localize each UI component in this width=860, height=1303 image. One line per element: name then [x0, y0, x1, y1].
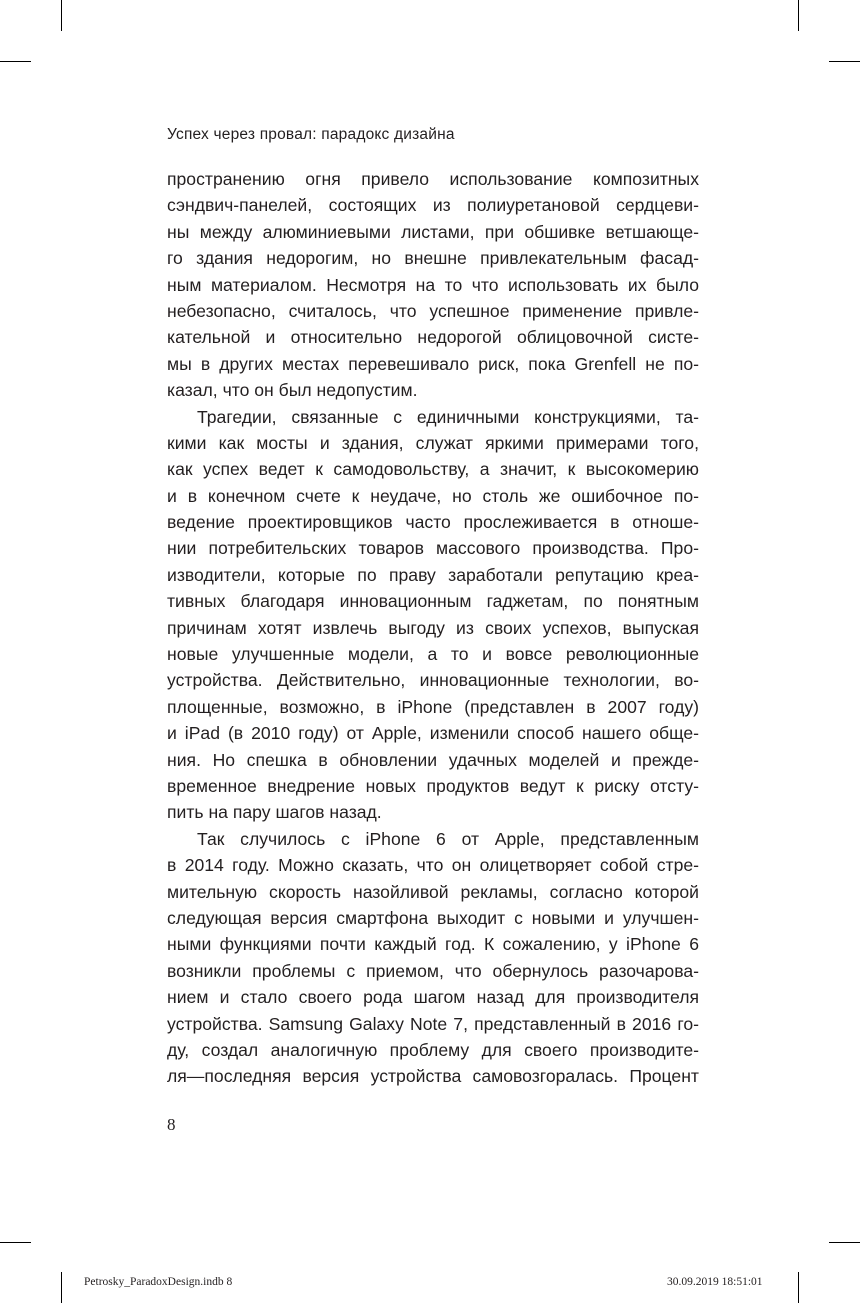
text-line: новые улучшенные модели, а то и вовсе революционные [167, 644, 699, 665]
crop-mark-bottom-left [61, 1272, 62, 1303]
text-line: ными функциями почти каждый год. К сожалению, у iPhone 6 [167, 934, 699, 955]
running-head: Успех через провал: парадокс дизайна [167, 126, 455, 143]
text-line: устройства. Samsung Galaxy Note 7, представленный в 2016 го- [167, 1013, 699, 1034]
text-line: площенные, возможно, в iPhone (представлен в 2007 году) [167, 696, 699, 717]
text-line: нии потребительских товаров массового производства. Про- [167, 538, 699, 559]
text-line: кими как мосты и здания, служат яркими примерами того, [167, 432, 699, 453]
text-line: ведение проектировщиков часто прослеживается в отноше- [167, 512, 699, 533]
text-line: изводители, которые по праву заработали репутацию креа- [167, 564, 699, 585]
text-line: следующая версия смартфона выходит с новыми и улучшен- [167, 907, 699, 928]
text-line: казал, что он был недопустим. [167, 380, 418, 401]
text-line: временное внедрение новых продуктов ведут к риску отсту- [167, 775, 699, 796]
slug-datetime: 30.09.2019 18:51:01 [667, 1276, 763, 1288]
text-line: го здания недорогим, но внешне привлекательным фасад- [167, 248, 699, 269]
slug-file-info: Petrosky_ParadoxDesign.indb 8 [84, 1276, 233, 1288]
crop-mark-right-top [829, 61, 860, 62]
text-line: тивных благодаря инновационным гаджетам, по понятным [167, 591, 699, 612]
text-line: Так случилось с iPhone 6 от Apple, представленным [197, 828, 699, 849]
text-line: и в конечном счете к неудаче, но столь же ошибочное по- [167, 485, 699, 506]
crop-mark-left-bottom [0, 1242, 31, 1243]
text-line: пространению огня привело использование композитных [167, 169, 699, 189]
page-number: 8 [167, 1115, 176, 1134]
text-line: кательной и относительно недорогой облицовочной систе- [167, 327, 699, 348]
text-line: ным материалом. Несмотря на то что использовать их было [167, 274, 699, 295]
text-line: Трагедии, связанные с единичными конструкциями, та- [197, 406, 699, 427]
text-line: пить на пару шагов назад. [167, 802, 382, 823]
text-line: ду, создал аналогичную проблему для своего производите- [167, 1039, 699, 1060]
crop-mark-top-left [61, 0, 62, 31]
paragraph [167, 826, 699, 1090]
text-line: ля—последняя версия устройства самовозгоралась. Процент [167, 1066, 699, 1087]
body-text [167, 166, 699, 1090]
text-line: нием и стало своего рода шагом назад для производителя [167, 987, 699, 1008]
text-line: причинам хотят извлечь выгоду из своих успехов, выпуская [167, 617, 699, 638]
text-line: мительную скорость назойливой рекламы, согласно которой [167, 881, 699, 902]
paragraph [167, 166, 699, 404]
crop-mark-bottom-right [798, 1272, 799, 1303]
crop-mark-top-right [798, 0, 799, 31]
text-line: и iPad (в 2010 году) от Apple, изменили способ нашего обще- [167, 723, 699, 744]
crop-mark-left-top [0, 61, 31, 62]
text-line: мы в других местах перевешивало риск, пока Grenfell не по- [167, 353, 699, 374]
text-line: в 2014 году. Можно сказать, что он олицетворяет собой стре- [167, 855, 699, 876]
text-line: небезопасно, считалось, что успешное применение привле- [167, 300, 699, 321]
text-line: ны между алюминиевыми листами, при обшивке ветшающе- [167, 221, 699, 242]
crop-mark-right-bottom [829, 1242, 860, 1243]
paragraph [167, 404, 699, 826]
text-line: сэндвич-панелей, состоящих из полиуретановой сердцеви- [167, 195, 699, 216]
text-line: устройства. Действительно, инновационные технологии, во- [167, 670, 699, 691]
text-line: ния. Но спешка в обновлении удачных моделей и прежде- [167, 749, 699, 770]
text-line: как успех ведет к самодовольству, а значит, к высокомерию [167, 459, 699, 480]
text-line: возникли проблемы с приемом, что обернулось разочарова- [167, 960, 699, 981]
